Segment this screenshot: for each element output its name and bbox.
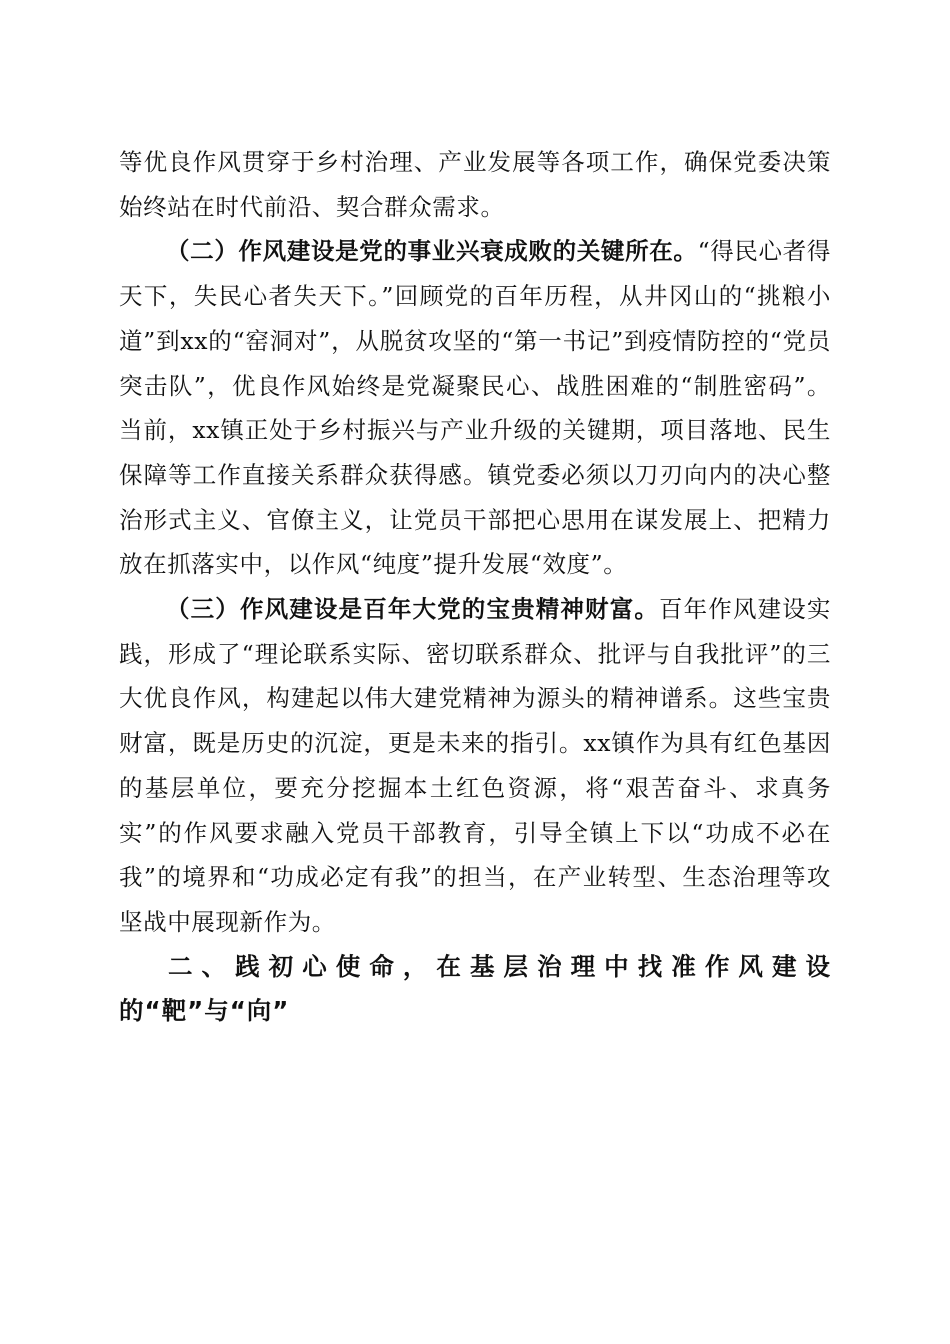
section-3-body: 百年作风建设实践，形成了“理论联系实际、密切联系群众、批评与自我批评”的三大优良作风，构建起以伟大建党精神为源头的精神谱系。这些宝贵财富，既是历史的沉淀，更是未来的指引。xx镇作为具有红色基因的基层单位，要充分挖掘本土红色资源，将“艰苦奋斗、求真务实”的作风要求融入党员干部教育，引导全镇上下以“功成不必在我”的境界和“功成必定有我”的担当，在产业转型、生态治理等攻坚战中展现新作为。 xyxy=(119,595,831,936)
continuation-paragraph: 等优良作风贯穿于乡村治理、产业发展等各项工作，确保党委决策始终站在时代前沿、契合群众需求。 xyxy=(119,148,831,221)
section-3-lead: （三）作风建设是百年大党的宝贵精神财富。 xyxy=(166,595,659,624)
section-2-paragraph xyxy=(119,229,831,587)
section-3-paragraph xyxy=(119,587,831,945)
document-body xyxy=(119,140,831,1034)
heading-2: 二、践初心使命，在基层治理中找准作风建设的“靶”与“向” xyxy=(119,951,831,1026)
section-2-lead: （二）作风建设是党的事业兴衰成败的关键所在。 xyxy=(166,237,698,266)
section-2-body: “得民心者得天下，失民心者失天下。”回顾党的百年历程，从井冈山的“挑粮小道”到xx的“窑洞对”，从脱贫攻坚的“第一书记”到疫情防控的“党员突击队”，优良作风始终是党凝聚民心、战胜困难的“制胜密码”。当前，xx镇正处于乡村振兴与产业升级的关键期，项目落地、民生保障等工作直接关系群众获得感。镇党委必须以刀刃向内的决心整治形式主义、官僚主义，让党员干部把心思用在谋发展上、把精力放在抓落实中，以作风“纯度”提升发展“效度”。 xyxy=(119,237,831,579)
